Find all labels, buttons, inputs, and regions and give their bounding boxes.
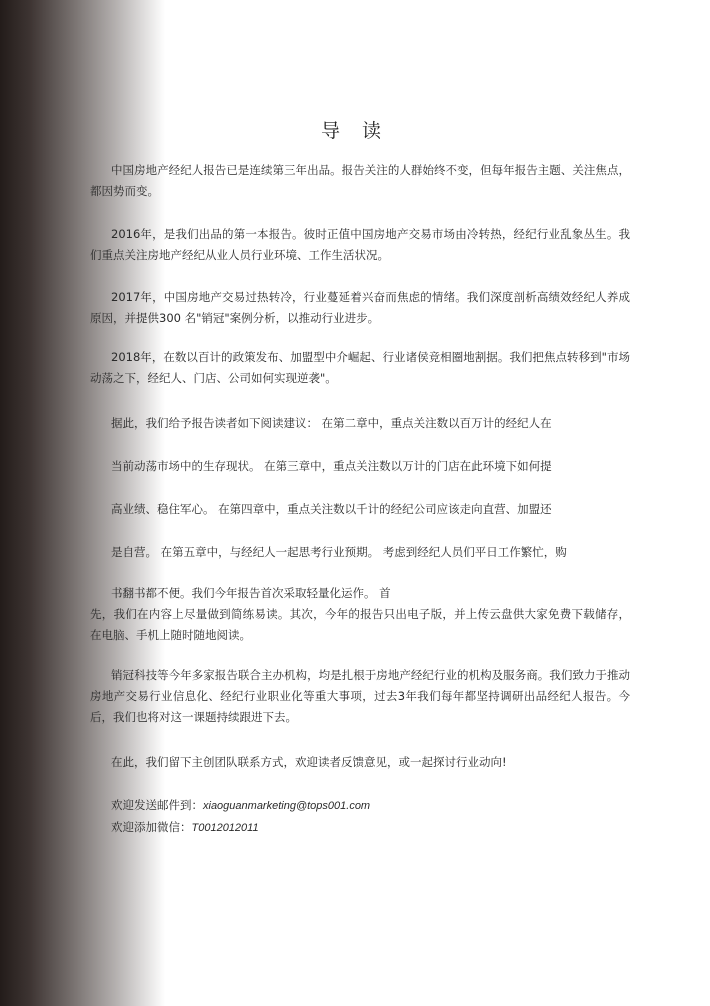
- reading-advice-line: 据此，我们给予报告读者如下阅读建议： 在第二章中，重点关注数以百万计的经纪人在: [111, 416, 552, 430]
- paragraph-intro: 中国房地产经纪人报告已是连续第三年出品。报告关注的人群始终不变，但每年报告主题、关注焦点，都因势而变。: [90, 163, 630, 198]
- reading-advice-line: 书翻书都不便。我们今年报告首次采取轻量化运作。 首: [111, 586, 391, 600]
- paragraph-invitation: 在此，我们留下主创团队联系方式，欢迎读者反馈意见，或一起探讨行业动向!: [111, 755, 507, 769]
- contact-email: [111, 797, 370, 814]
- page-title: 导 读: [320, 120, 390, 142]
- paragraph-2017: 2017年，中国房地产交易过热转冷，行业蔓延着兴奋而焦虑的情绪。我们深度剖析高绩效经纪人养成原因，并提供300 名"销冠"案例分析，以推动行业进步。: [90, 290, 630, 325]
- reading-advice-line: 是自营。 在第五章中，与经纪人一起思考行业预期。 考虑到经纪人员们平日工作繁忙，购: [111, 545, 567, 559]
- reading-advice-line: 高业绩、稳住军心。 在第四章中，重点关注数以千计的经纪公司应该走向直营、加盟还: [111, 502, 552, 516]
- wechat-id: T0012012011: [191, 822, 259, 834]
- email-address[interactable]: xiaoguanmarketing@tops001.com: [203, 800, 371, 812]
- contact-wechat: [111, 819, 259, 836]
- email-label: 欢迎发送邮件到：: [111, 798, 203, 812]
- paragraph-2018: 2018年，在数以百计的政策发布、加盟型中介崛起、行业诸侯竞相圈地割据。我们把焦点转移到"市场动荡之下，经纪人、门店、公司如何实现逆袭"。: [90, 350, 630, 385]
- paragraph-2016: 2016年，是我们出品的第一本报告。彼时正值中国房地产交易市场由冷转热，经纪行业乱象丛生。我们重点关注房地产经纪从业人员行业环境、工作生活状况。: [90, 227, 630, 262]
- reading-advice-line: 当前动荡市场中的生存现状。 在第三章中，重点关注数以万计的门店在此环境下如何提: [111, 459, 552, 473]
- paragraph-organizers: 销冠科技等今年多家报告联合主办机构，均是扎根于房地产经纪行业的机构及服务商。我们致力于推动房地产交易行业信息化、经纪行业职业化等重大事项，过去3年我们每年都坚持调研出品经纪人报告。今后，我们也将对这一课题持续跟进下去。: [90, 668, 630, 724]
- reading-advice-tail: 先，我们在内容上尽量做到简练易读。其次，今年的报告只出电子版，并上传云盘供大家免费下载储存，在电脑、手机上随时随地阅读。: [90, 607, 630, 642]
- wechat-label: 欢迎添加微信：: [111, 820, 192, 834]
